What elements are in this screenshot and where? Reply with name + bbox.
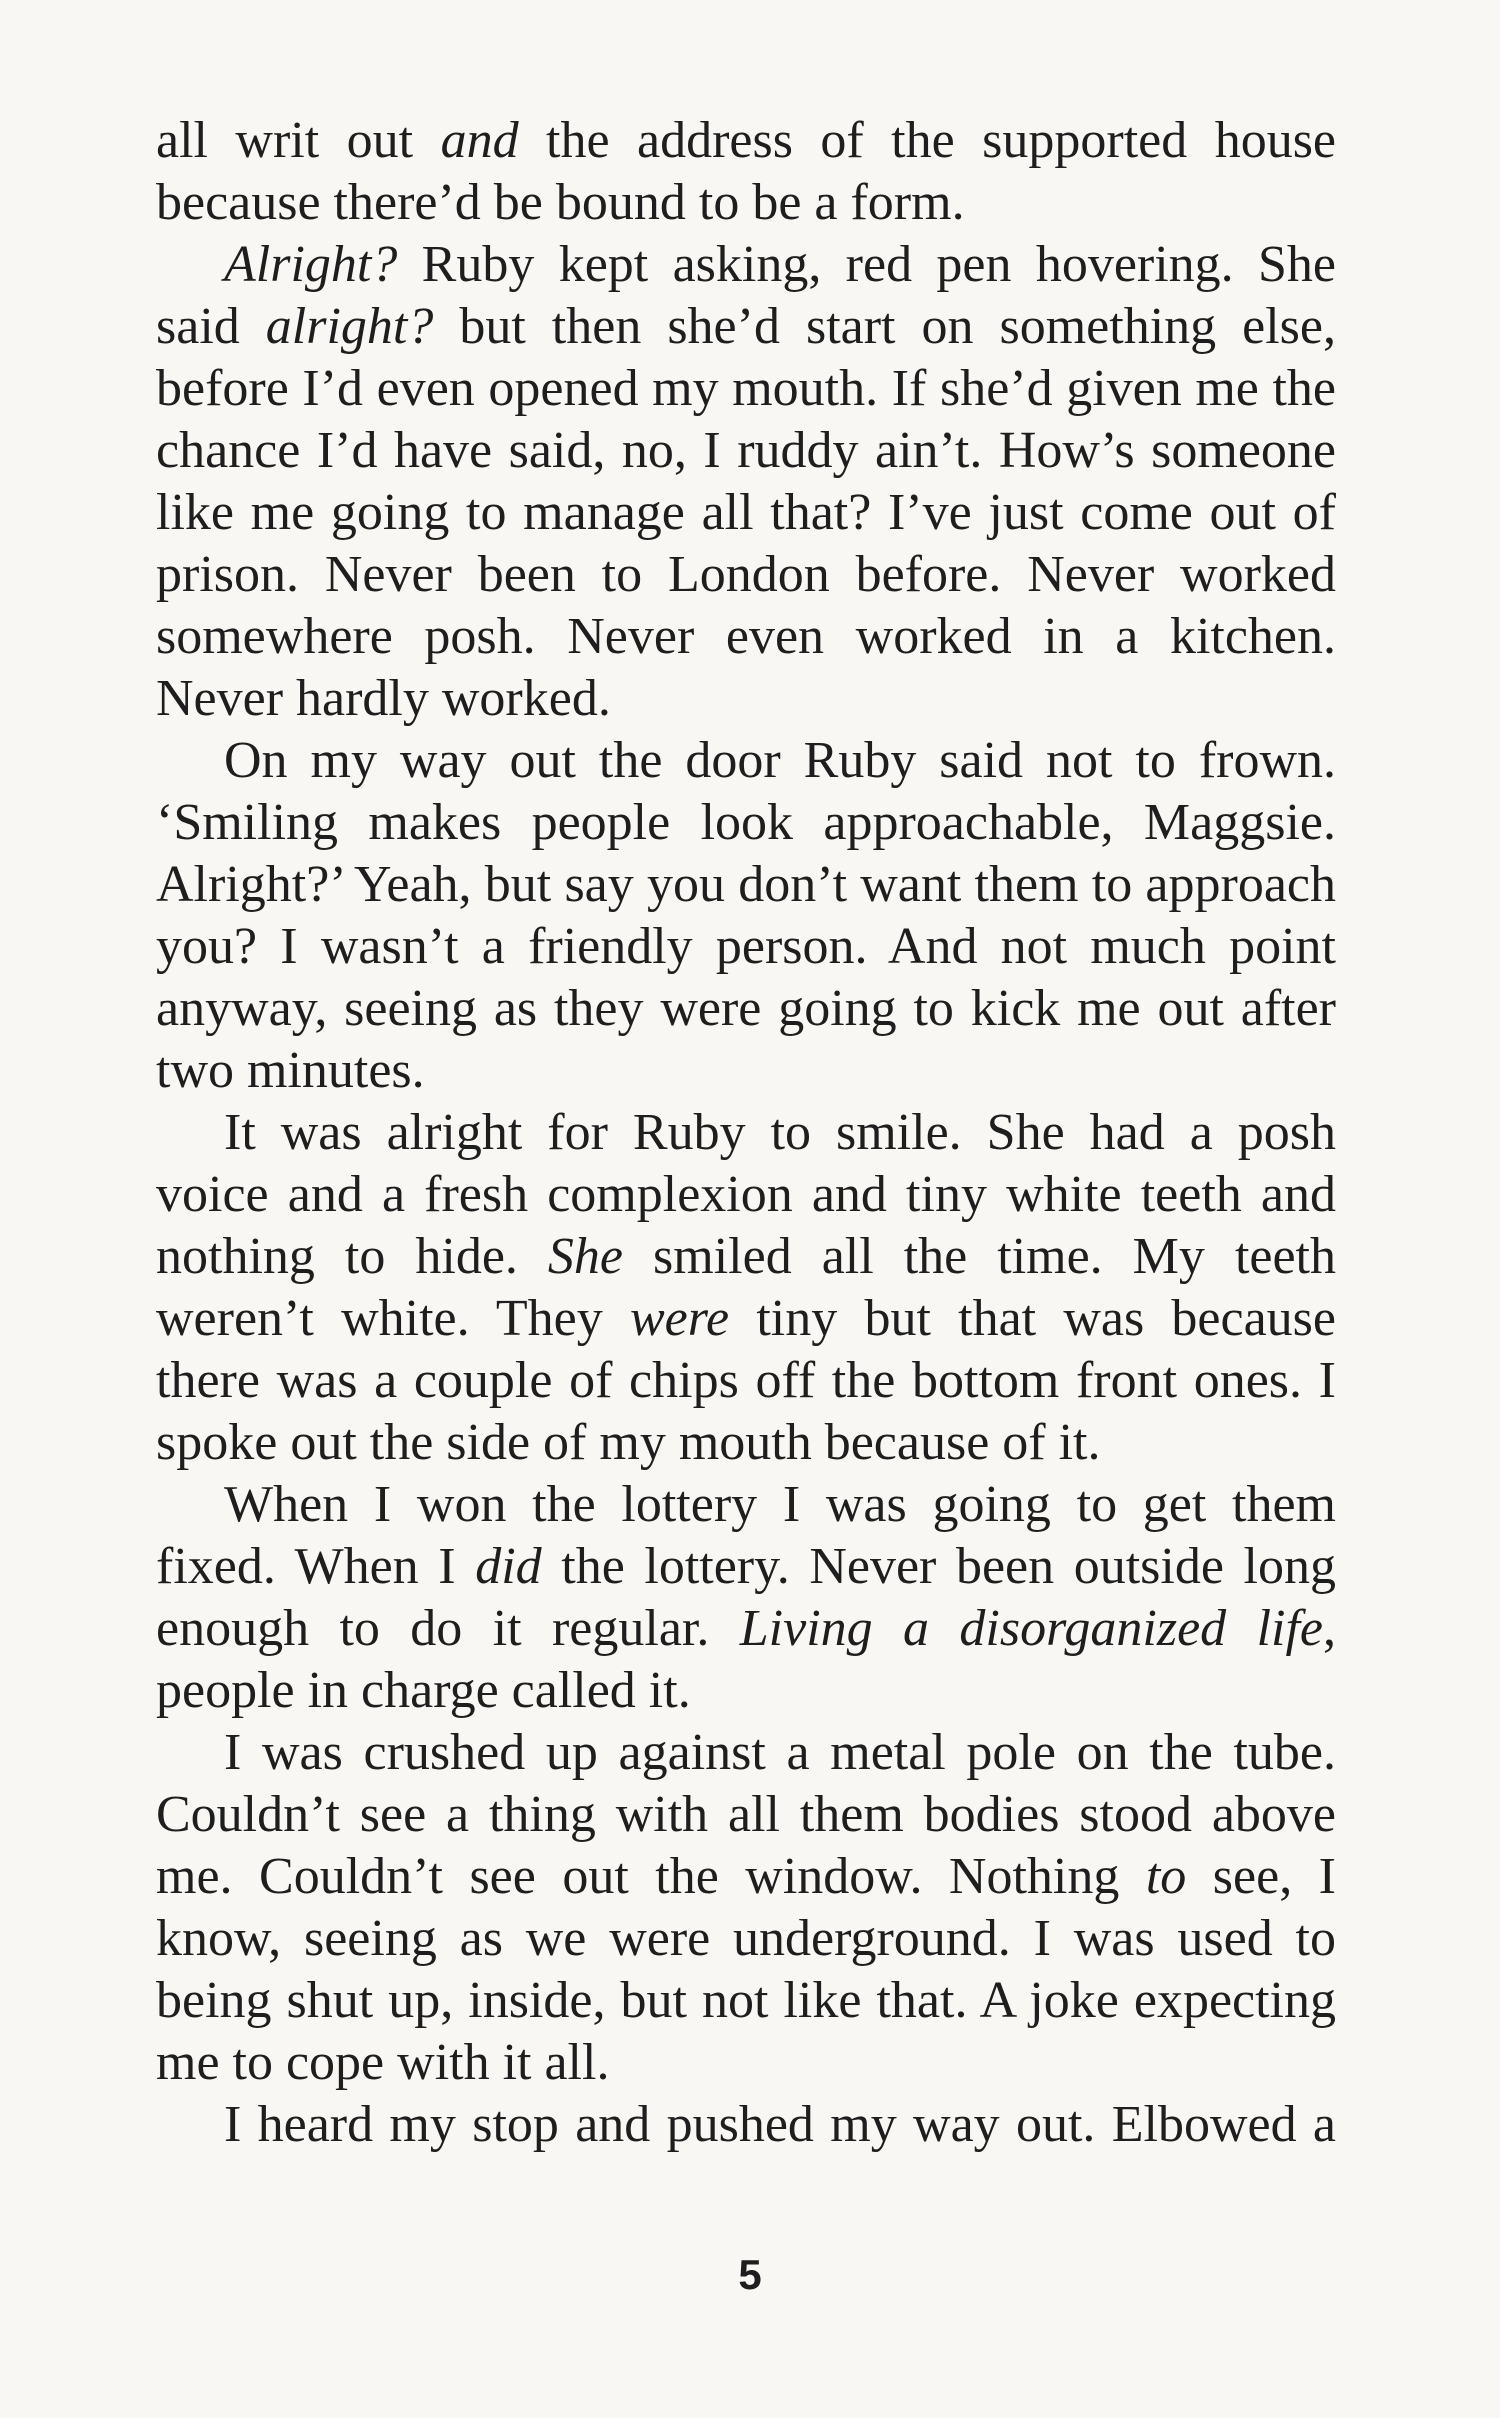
- text-run: tiny but that was because there was a couple of chips off the bottom front ones. I spoke out the side of my mouth because of it.: [156, 1290, 1336, 1471]
- italic-run: She: [547, 1228, 624, 1285]
- text-run: I heard my stop and pushed my way out. Elbowed a: [224, 2096, 1336, 2153]
- paragraph-7: [156, 2094, 1336, 2156]
- italic-run: were: [629, 1290, 730, 1347]
- text-run: Ruby kept asking, red pen hovering. She said: [156, 236, 1336, 355]
- paragraph-5: [156, 1474, 1336, 1722]
- text-run: the lottery. Never been outside long enough to do it regular.: [156, 1538, 1336, 1657]
- paragraph-4: [156, 1102, 1336, 1474]
- text-run: but then she’d start on something else, before I’d even opened my mouth. If she’d given me the chance I’d have said, no, I ruddy ain’t. How’s someone like me going to manage all that? I’ve just come out of prison. Never been to London before. Never worked somewhere posh. Never even worked in a kitchen. Never hardly worked.: [156, 298, 1336, 727]
- italic-run: Living a disorganized life: [739, 1600, 1323, 1657]
- text-run: It was alright for Ruby to smile. She had a posh voice and a fresh complexion and tiny white teeth and nothing to hide.: [156, 1104, 1336, 1285]
- text-run: When I won the lottery I was going to get them fixed. When I: [156, 1476, 1336, 1595]
- text-run: smiled all the time. My teeth weren’t white. They: [156, 1228, 1336, 1347]
- italic-run: to: [1145, 1848, 1187, 1905]
- text-run: all writ out: [156, 112, 441, 169]
- paragraph-6: [156, 1722, 1336, 2094]
- paragraph-1: [156, 110, 1336, 234]
- italic-run: and: [440, 112, 519, 169]
- text-run: On my way out the door Ruby said not to frown. ‘Smiling makes people look approachable, Maggsie. Alright?’ Yeah, but say you don’t want them to approach you? I wasn’t a friendly person. And not much point anyway, seeing as they were going to kick me out after two minutes.: [156, 732, 1336, 1099]
- italic-run: alright?: [265, 298, 434, 355]
- italic-run: did: [475, 1538, 542, 1595]
- text-run: , people in charge called it.: [156, 1600, 1336, 1719]
- body-text: [156, 110, 1336, 2156]
- paragraph-3: [156, 730, 1336, 1102]
- text-run: see, I know, seeing as we were underground. I was used to being shut up, inside, but not like that. A joke expecting me to cope with it all.: [156, 1848, 1336, 2091]
- text-run: I was crushed up against a metal pole on the tube. Couldn’t see a thing with all them bodies stood above me. Couldn’t see out the window. Nothing: [156, 1724, 1336, 1905]
- italic-run: Alright?: [224, 236, 398, 293]
- text-run: the address of the supported house because there’d be bound to be a form.: [156, 112, 1337, 231]
- page-number: 5: [738, 2251, 762, 2298]
- paragraph-2: [156, 234, 1336, 730]
